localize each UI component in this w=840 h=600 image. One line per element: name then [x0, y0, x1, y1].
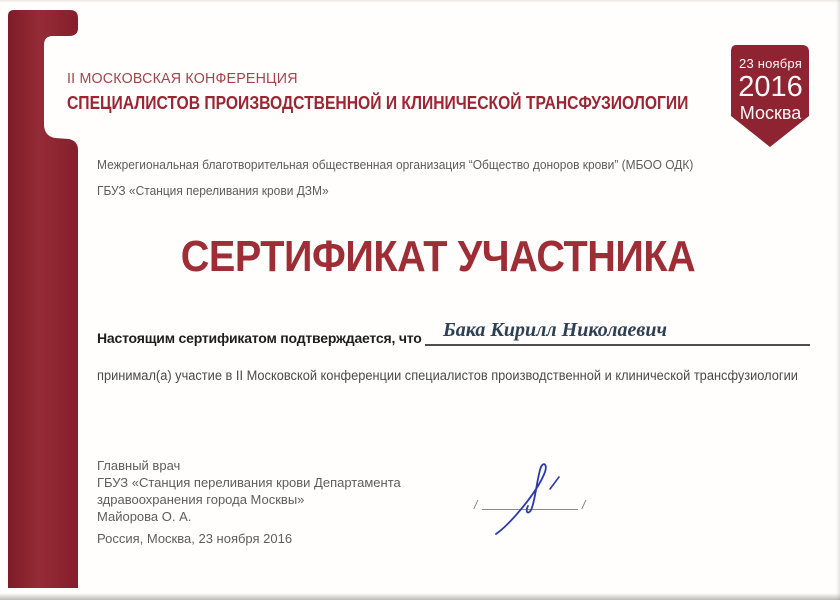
certificate-title: СЕРТИФИКАТ УЧАСТНИКА [180, 232, 696, 281]
signatory-org-line1: ГБУЗ «Станция переливания крови Департамента [97, 475, 401, 490]
statement-body: принимал(а) участие в II Московской конференции специалистов производственной и клинической трансфузиологии [97, 368, 798, 383]
place-and-date: Россия, Москва, 23 ноября 2016 [97, 531, 293, 546]
signatory-block [97, 457, 401, 525]
participant-name: Бака Кирилл Николаевич [443, 319, 667, 341]
statement-intro: Настоящим сертификатом подтверждается, что [97, 330, 422, 346]
organizer-line2: ГБУЗ «Станция переливания крови ДЗМ» [97, 183, 329, 198]
scan-top-edge [0, 0, 840, 3]
badge-year: 2016 [738, 71, 803, 103]
handwritten-signature [440, 430, 640, 540]
signatory-org-line2: здравоохранения города Москвы» [97, 492, 305, 507]
date-badge [729, 44, 813, 152]
signature-right-slash: / [582, 498, 586, 512]
badge-city: Москва [739, 103, 802, 123]
organizer-line1: Межрегиональная благотворительная общественная организация “Общество доноров крови” (МБОО ОДК) [97, 157, 694, 172]
participant-name-underline [425, 316, 810, 346]
signatory-name: Майорова О. А. [97, 509, 192, 524]
scan-right-edge [836, 0, 840, 600]
badge-date: 23 ноября [739, 56, 802, 71]
signature-area [440, 430, 640, 540]
signatory-role: Главный врач [97, 458, 181, 473]
conference-name-line1: II МОСКОВСКАЯ КОНФЕРЕНЦИЯ [67, 70, 298, 87]
conference-name-line2: СПЕЦИАЛИСТОВ ПРОИЗВОДСТВЕННОЙ И КЛИНИЧЕСКОЙ ТРАНСФУЗИОЛОГИИ [67, 93, 689, 113]
badge-text [731, 44, 810, 123]
left-ribbon-decoration [0, 0, 90, 600]
scan-bottom-edge [0, 593, 840, 600]
signature-left-slash: / [474, 498, 478, 512]
